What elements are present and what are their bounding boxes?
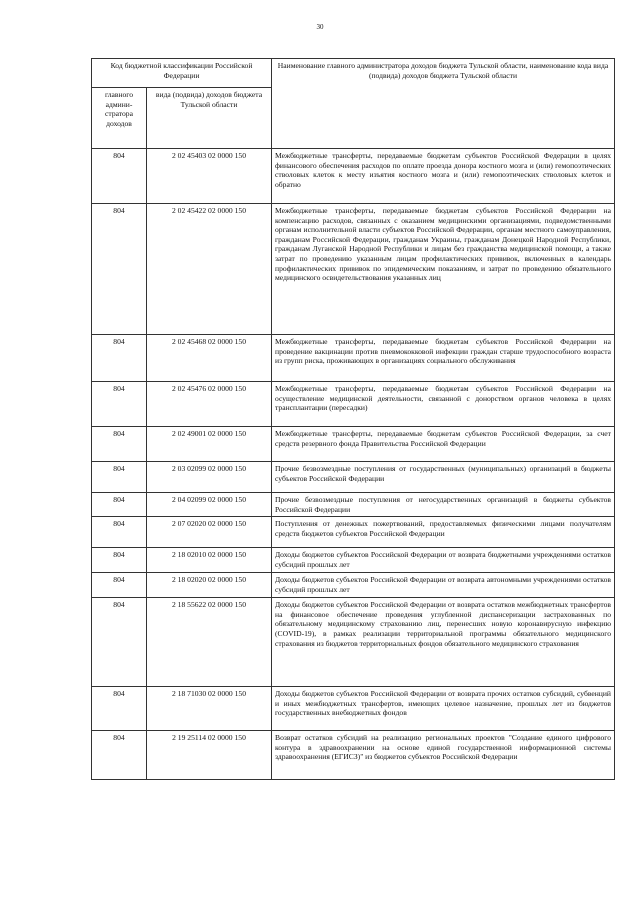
income-code-cell: 2 18 71030 02 0000 150 xyxy=(147,687,272,731)
page-number: 30 xyxy=(316,23,324,31)
table-row xyxy=(92,598,615,687)
income-name-cell: Доходы бюджетов субъектов Российской Федерации от возврата остатков межбюджетных трансфертов на финансовое обеспечение проведения углубленной диспансеризации застрахованных по обязательному медицинскому страхованию лиц, перенесших новую коронавирусную инфекцию (COVID-19), в рамках реализации территориальной программы обязательного медицинского страхования из бюджетов территориальных фондов обязательного медицинского страхования xyxy=(272,598,615,687)
table-row xyxy=(92,427,615,462)
income-code-cell: 2 02 45476 02 0000 150 xyxy=(147,382,272,427)
income-name-cell: Межбюджетные трансферты, передаваемые бюджетам субъектов Российской Федерации на проведение вакцинации против пневмококковой инфекции граждан старше трудоспособного возраста из групп риска, проживающих в организациях социального обслуживания xyxy=(272,335,615,382)
header-income-code: вида (подвида) доходов бюджета Тульской области xyxy=(147,88,272,149)
admin-code-cell: 804 xyxy=(92,598,147,687)
admin-code-cell: 804 xyxy=(92,517,147,548)
income-code-cell: 2 18 55622 02 0000 150 xyxy=(147,598,272,687)
table-row xyxy=(92,548,615,573)
income-code-cell: 2 18 02010 02 0000 150 xyxy=(147,548,272,573)
table-row xyxy=(92,204,615,335)
table-row xyxy=(92,687,615,731)
admin-code-cell: 804 xyxy=(92,427,147,462)
budget-classification-table xyxy=(91,58,615,780)
admin-code-cell: 804 xyxy=(92,149,147,204)
admin-code-cell: 804 xyxy=(92,573,147,598)
income-name-cell: Возврат остатков субсидий на реализацию региональных проектов "Создание единого цифрового контура в здравоохранении на основе единой государственной информационной системы здравоохранения (ЕГИСЗ)" из бюджетов субъектов Российской Федерации xyxy=(272,731,615,780)
table-row xyxy=(92,462,615,493)
income-code-cell: 2 02 45403 02 0000 150 xyxy=(147,149,272,204)
income-code-cell: 2 04 02099 02 0000 150 xyxy=(147,493,272,517)
income-code-cell: 2 02 45422 02 0000 150 xyxy=(147,204,272,335)
income-name-cell: Прочие безвозмездные поступления от государственных (муниципальных) организаций в бюджеты субъектов Российской Федерации xyxy=(272,462,615,493)
income-name-cell: Межбюджетные трансферты, передаваемые бюджетам субъектов Российской Федерации в целях финансового обеспечения расходов по оплате проезда донора костного мозга и (или) гемопоэтических стволовых клеток к месту изъятия костного мозга и (или) гемопоэтических стволовых клеток и обратно xyxy=(272,149,615,204)
header-budget-code-group: Код бюджетной классификации Российской Федерации xyxy=(92,59,272,88)
income-name-cell: Прочие безвозмездные поступления от негосударственных организаций в бюджеты субъектов Российской Федерации xyxy=(272,493,615,517)
table-row xyxy=(92,493,615,517)
income-name-cell: Поступления от денежных пожертвований, предоставляемых физическими лицами получателям средств бюджетов субъектов Российской Федерации xyxy=(272,517,615,548)
admin-code-cell: 804 xyxy=(92,731,147,780)
table-row xyxy=(92,149,615,204)
table-row xyxy=(92,382,615,427)
admin-code-cell: 804 xyxy=(92,548,147,573)
income-code-cell: 2 18 02020 02 0000 150 xyxy=(147,573,272,598)
income-name-cell: Межбюджетные трансферты, передаваемые бюджетам субъектов Российской Федерации на осуществление медицинской деятельности, связанной с донорством органов человека в целях трансплантации (пересадки) xyxy=(272,382,615,427)
income-name-cell: Доходы бюджетов субъектов Российской Федерации от возврата бюджетными учреждениями остатков субсидий прошлых лет xyxy=(272,548,615,573)
admin-code-cell: 804 xyxy=(92,382,147,427)
table-row xyxy=(92,731,615,780)
admin-code-cell: 804 xyxy=(92,204,147,335)
table-row xyxy=(92,517,615,548)
header-row-1 xyxy=(92,59,615,88)
table-row xyxy=(92,335,615,382)
income-name-cell: Доходы бюджетов субъектов Российской Федерации от возврата автономными учреждениями остатков субсидий прошлых лет xyxy=(272,573,615,598)
income-code-cell: 2 03 02099 02 0000 150 xyxy=(147,462,272,493)
income-code-cell: 2 02 45468 02 0000 150 xyxy=(147,335,272,382)
admin-code-cell: 804 xyxy=(92,493,147,517)
income-name-cell: Межбюджетные трансферты, передаваемые бюджетам субъектов Российской Федерации на компенсацию расходов, связанных с оказанием медицинскими организациями, подведомственными органам исполнительной власти субъектов Российской Федерации, органам местного самоуправления, гражданам Российской Федерации, гражданам Украины, гражданам Донецкой Народной Республики, гражданам Луганской Народной Республики и лицам без гражданства медицинской помощи, а также затрат по проведению указанным лицам профилактических прививок, включенных в календарь профилактических прививок по эпидемическим показаниям, и затрат по проведению обязательного медицинского освидетельствования указанных лиц xyxy=(272,204,615,335)
admin-code-cell: 804 xyxy=(92,335,147,382)
table-row xyxy=(92,573,615,598)
income-name-cell: Межбюджетные трансферты, передаваемые бюджетам субъектов Российской Федерации, за счет средств резервного фонда Правительства Российской Федерации xyxy=(272,427,615,462)
header-name: Наименование главного администратора доходов бюджета Тульской области, наименование кода вида (подвида) доходов бюджета Тульской области xyxy=(272,59,615,149)
income-code-cell: 2 02 49001 02 0000 150 xyxy=(147,427,272,462)
income-name-cell: Доходы бюджетов субъектов Российской Федерации от возврата прочих остатков субсидий, субвенций и иных межбюджетных трансфертов, имеющих целевое назначение, прошлых лет из бюджетов государственных внебюджетных фондов xyxy=(272,687,615,731)
header-admin-code: главного админи-стратора доходов xyxy=(92,88,147,149)
income-code-cell: 2 19 25114 02 0000 150 xyxy=(147,731,272,780)
income-code-cell: 2 07 02020 02 0000 150 xyxy=(147,517,272,548)
admin-code-cell: 804 xyxy=(92,687,147,731)
admin-code-cell: 804 xyxy=(92,462,147,493)
